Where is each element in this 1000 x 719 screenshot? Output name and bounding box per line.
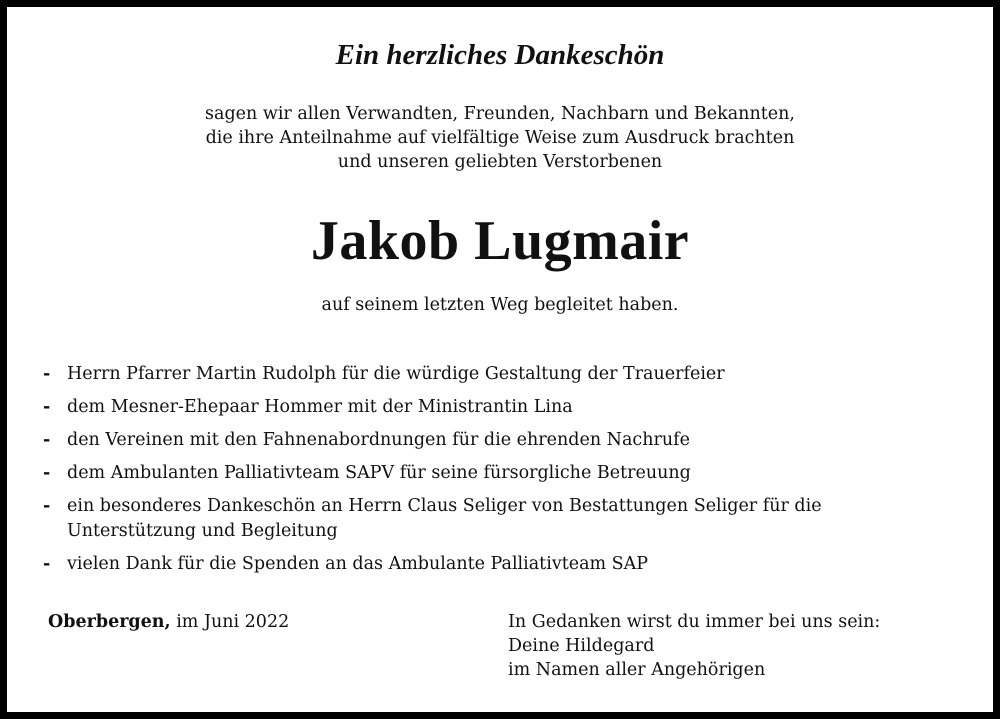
signature-line: im Namen aller Angehörigen: [508, 660, 766, 680]
signature-line: Deine Hildegard: [508, 636, 655, 656]
deceased-name: Jakob Lugmair: [310, 210, 690, 272]
intro-line: sagen wir allen Verwandten, Freunden, Nachbarn und Bekannten,: [205, 104, 795, 124]
list-item: [41, 362, 941, 387]
bullet-dash: -: [43, 430, 51, 450]
list-item-text: den Vereinen mit den Fahnenabordnungen für die ehrenden Nachrufe: [67, 430, 690, 450]
list-item: [41, 494, 941, 544]
bullet-dash: -: [43, 554, 51, 574]
signature-line: In Gedanken wirst du immer bei uns sein:: [508, 612, 881, 632]
closing-line: auf seinem letzten Weg begleitet haben.: [321, 295, 679, 315]
place-name: Oberbergen,: [48, 612, 171, 632]
notice-heading: Ein herzliches Dankeschön: [335, 39, 665, 71]
list-item-text: ein besonderes Dankeschön an Herrn Claus Seliger von Bestattungen Seliger für die Unterstützung und Begleitung: [67, 496, 822, 541]
intro-text: [7, 102, 993, 174]
list-item: [41, 395, 941, 420]
bullet-dash: -: [43, 364, 51, 384]
bullet-dash: -: [43, 496, 51, 516]
list-item: [41, 461, 941, 486]
thanks-list: [41, 362, 941, 585]
list-item: [41, 552, 941, 577]
intro-line: und unseren geliebten Verstorbenen: [337, 152, 663, 172]
notice-date: im Juni 2022: [176, 612, 290, 632]
place-date: [48, 610, 289, 634]
bullet-dash: -: [43, 463, 51, 483]
intro-line: die ihre Anteilnahme auf vielfältige Weise zum Ausdruck brachten: [205, 128, 795, 148]
bullet-dash: -: [43, 397, 51, 417]
list-item-text: vielen Dank für die Spenden an das Ambulante Palliativteam SAP: [67, 554, 649, 574]
list-item: [41, 428, 941, 453]
list-item-text: dem Ambulanten Palliativteam SAPV für seine fürsorgliche Betreuung: [67, 463, 691, 483]
list-item-text: dem Mesner-Ehepaar Hommer mit der Ministrantin Lina: [67, 397, 573, 417]
signature-block: [508, 610, 880, 682]
list-item-text: Herrn Pfarrer Martin Rudolph für die würdige Gestaltung der Trauerfeier: [67, 364, 725, 384]
